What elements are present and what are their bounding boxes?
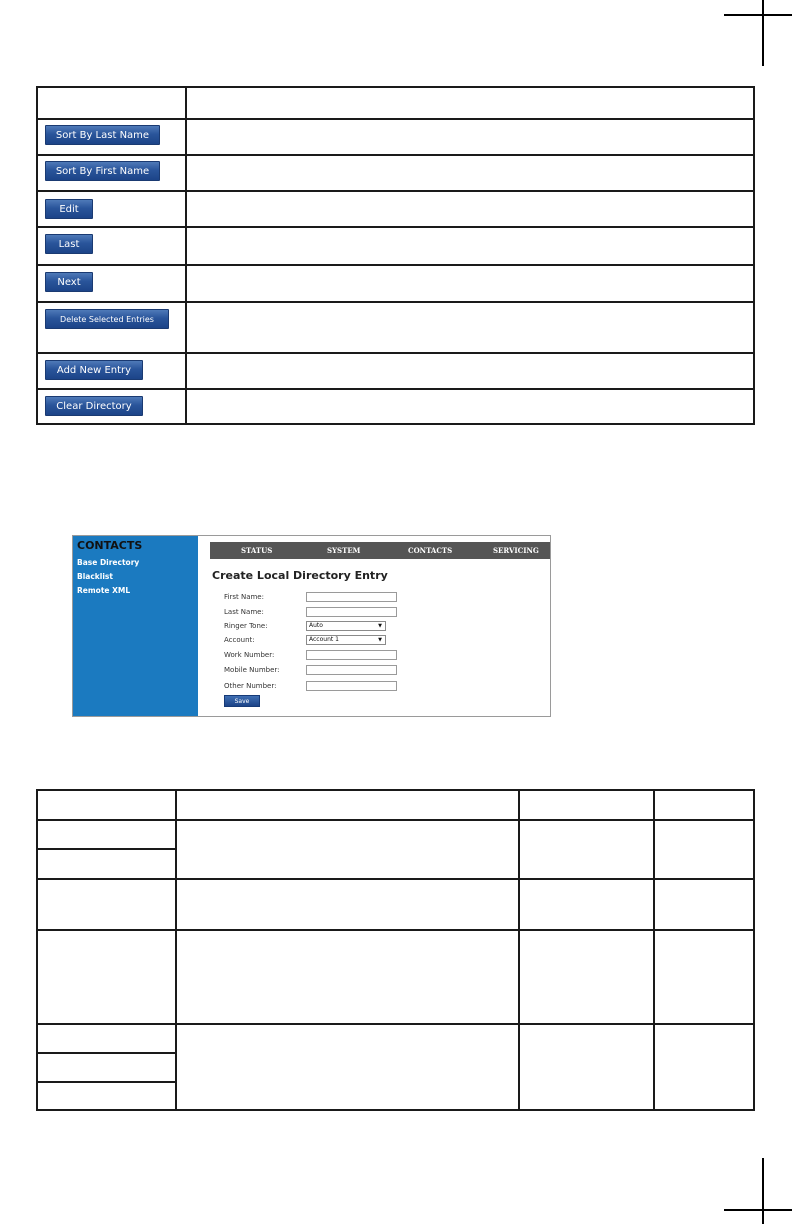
- dropdown-arrow-icon: ▼: [378, 637, 382, 643]
- last-name-label: Last Name:: [224, 608, 264, 616]
- crop-mark-top-right-horizontal: [724, 14, 792, 16]
- dropdown-arrow-icon: ▼: [378, 623, 382, 629]
- nav-status[interactable]: STATUS: [241, 546, 273, 555]
- account-label: Account:: [224, 636, 255, 644]
- delete-selected-entries-button[interactable]: Delete Selected Entries: [45, 309, 169, 329]
- form-title: Create Local Directory Entry: [212, 569, 388, 582]
- field-reference-table: [36, 789, 755, 1111]
- table-column-divider: [653, 791, 655, 1109]
- crop-mark-bottom-right-vertical: [762, 1158, 764, 1224]
- other-number-label: Other Number:: [224, 682, 277, 690]
- first-name-label: First Name:: [224, 593, 264, 601]
- top-nav-bar: [210, 542, 550, 559]
- work-number-label: Work Number:: [224, 651, 275, 659]
- table-row-divider: [38, 118, 753, 120]
- nav-system[interactable]: SYSTEM: [327, 546, 361, 555]
- crop-mark-top-right-vertical: [762, 0, 764, 66]
- ringer-tone-select[interactable]: [306, 621, 386, 631]
- table-column-divider: [175, 791, 177, 1109]
- account-value: Account 1: [309, 636, 339, 643]
- table-row-divider: [38, 1023, 753, 1025]
- other-number-input[interactable]: [306, 681, 397, 691]
- sort-by-last-name-button[interactable]: Sort By Last Name: [45, 125, 160, 145]
- table-row-divider: [38, 301, 753, 303]
- account-select[interactable]: [306, 635, 386, 645]
- contacts-sidebar: [73, 536, 198, 716]
- add-new-entry-button[interactable]: Add New Entry: [45, 360, 143, 380]
- save-button[interactable]: Save: [224, 695, 260, 707]
- button-reference-table: [36, 86, 755, 425]
- table-row-divider: [38, 848, 176, 850]
- nav-servicing[interactable]: SERVICING: [493, 546, 539, 555]
- table-row-divider: [38, 226, 753, 228]
- sidebar-title: CONTACTS: [77, 539, 143, 552]
- sidebar-item-base-directory[interactable]: Base Directory: [77, 558, 140, 567]
- mobile-number-label: Mobile Number:: [224, 666, 280, 674]
- table-row-divider: [38, 819, 753, 821]
- sidebar-item-blacklist[interactable]: Blacklist: [77, 572, 113, 581]
- ringer-tone-label: Ringer Tone:: [224, 622, 268, 630]
- edit-button[interactable]: Edit: [45, 199, 93, 219]
- clear-directory-button[interactable]: Clear Directory: [45, 396, 143, 416]
- sort-by-first-name-button[interactable]: Sort By First Name: [45, 161, 160, 181]
- table-row-divider: [38, 352, 753, 354]
- sidebar-item-remote-xml[interactable]: Remote XML: [77, 586, 131, 595]
- table-row-divider: [38, 1052, 176, 1054]
- next-button[interactable]: Next: [45, 272, 93, 292]
- table-row-divider: [38, 154, 753, 156]
- table-column-divider: [185, 88, 187, 423]
- table-row-divider: [38, 878, 753, 880]
- work-number-input[interactable]: [306, 650, 397, 660]
- table-row-divider: [38, 388, 753, 390]
- first-name-input[interactable]: [306, 592, 397, 602]
- table-row-divider: [38, 264, 753, 266]
- table-row-divider: [38, 190, 753, 192]
- last-button[interactable]: Last: [45, 234, 93, 254]
- mobile-number-input[interactable]: [306, 665, 397, 675]
- table-column-divider: [518, 791, 520, 1109]
- nav-contacts[interactable]: CONTACTS: [408, 546, 453, 555]
- table-row-divider: [38, 929, 753, 931]
- crop-mark-bottom-right-horizontal: [724, 1209, 792, 1211]
- ringer-tone-value: Auto: [309, 622, 323, 629]
- web-ui-screenshot: [72, 535, 551, 717]
- last-name-input[interactable]: [306, 607, 397, 617]
- table-row-divider: [38, 1081, 176, 1083]
